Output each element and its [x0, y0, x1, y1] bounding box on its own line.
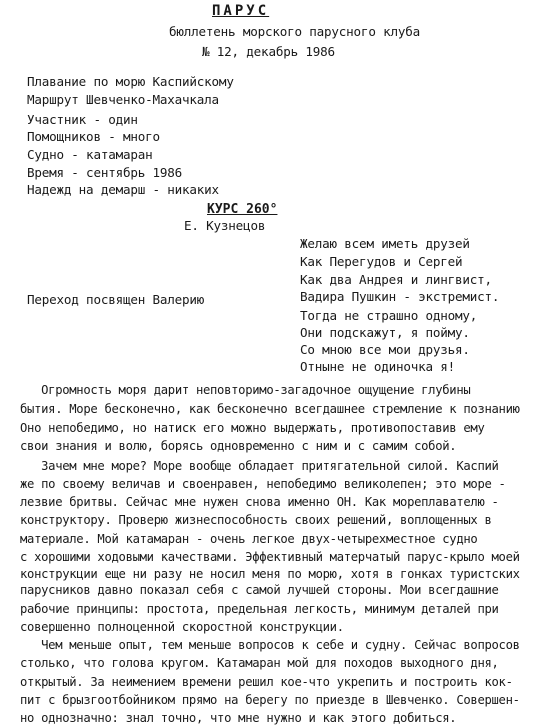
- body-line: пит с брызгоотбойником прямо на берегу по приезде в Шевченко. Совершен-: [20, 693, 520, 707]
- article-author: Е. Кузнецов: [184, 218, 266, 233]
- body-line: конструктору. Проверю жизнеспособность своих решений, воплощенных в: [20, 513, 492, 527]
- poem-line: Вадира Пушкин - экстремист.: [300, 289, 500, 304]
- body-line: рабочие принципы: простота, предельная легкость, минимум деталей при: [20, 602, 499, 616]
- info-line: Участник - один: [27, 112, 138, 127]
- bulletin-title: ПАРУС: [212, 3, 270, 19]
- issue-line: № 12, декабрь 1986: [202, 44, 335, 59]
- poem-line: Отныне не одиночка я!: [300, 359, 456, 374]
- body-line: бытия. Море бесконечно, как бесконечно всегдашнее стремление к познанию: [20, 402, 520, 416]
- info-line: Плавание по морю Каспийскому: [27, 74, 234, 89]
- info-line: Надежд на демарш - никаких: [27, 182, 219, 197]
- info-line: Время - сентябрь 1986: [27, 165, 183, 180]
- body-line: Огромность моря дарит неповторимо-загадочное ощущение глубины: [20, 383, 471, 397]
- poem-line: Со мною все мои друзья.: [300, 342, 470, 357]
- poem-line: Как два Андрея и лингвист,: [300, 272, 492, 287]
- body-line: совершенно полноценной скоростной конструкции.: [20, 620, 344, 634]
- info-line: Маршрут Шевченко-Махачкала: [27, 92, 219, 107]
- body-line: же по своему величав и своенравен, непобедимо великолепен; это море -: [20, 477, 506, 491]
- poem-line: Тогда не страшно одному,: [300, 308, 478, 323]
- poem-line: Желаю всем иметь друзей: [300, 236, 470, 251]
- body-line: Чем меньше опыт, тем меньше вопросов к себе и судну. Сейчас вопросов: [20, 638, 520, 652]
- body-line: лезвие бритвы. Сейчас мне нужен снова именно ОН. Как мореплавателю -: [20, 495, 499, 509]
- body-line: материале. Мой катамаран - очень легкое двух-четырехместное судно: [20, 532, 478, 546]
- poem-line: Как Перегудов и Сергей: [300, 254, 463, 269]
- article-title: КУРС 260°: [207, 202, 278, 217]
- body-line: свои знания и волю, борясь одновременно с ним и с самим собой.: [20, 439, 457, 453]
- info-line: Помощников - много: [27, 129, 160, 144]
- info-line: Судно - катамаран: [27, 147, 153, 162]
- body-line: открытый. За неимением времени решил кое-что укрепить и построить кок-: [20, 675, 513, 689]
- body-line: столько, что голова кругом. Катамаран мой для походов выходного дня,: [20, 656, 499, 670]
- poem-line: Они подскажут, я пойму.: [300, 325, 470, 340]
- body-line: парусников давно показал себя с самой лучшей стороны. Мои всегдашние: [20, 583, 499, 597]
- body-line: Зачем мне море? Море вообще обладает притягательной силой. Каспий: [20, 459, 499, 473]
- bulletin-subtitle: бюллетень морского парусного клуба: [169, 24, 420, 39]
- dedication: Переход посвящен Валерию: [27, 292, 205, 307]
- body-line: с хорошими ходовыми качествами. Эффективный матерчатый парус-крыло моей: [20, 550, 520, 564]
- body-line: Оно непобедимо, но натиск его можно выдержать, противопоставив ему: [20, 421, 485, 435]
- body-line: конструкции еще ни разу не носил меня по морю, хотя в гонках туристских: [20, 567, 520, 581]
- body-line: но однозначно: знал точно, что мне нужно и как этого добиться.: [20, 711, 457, 725]
